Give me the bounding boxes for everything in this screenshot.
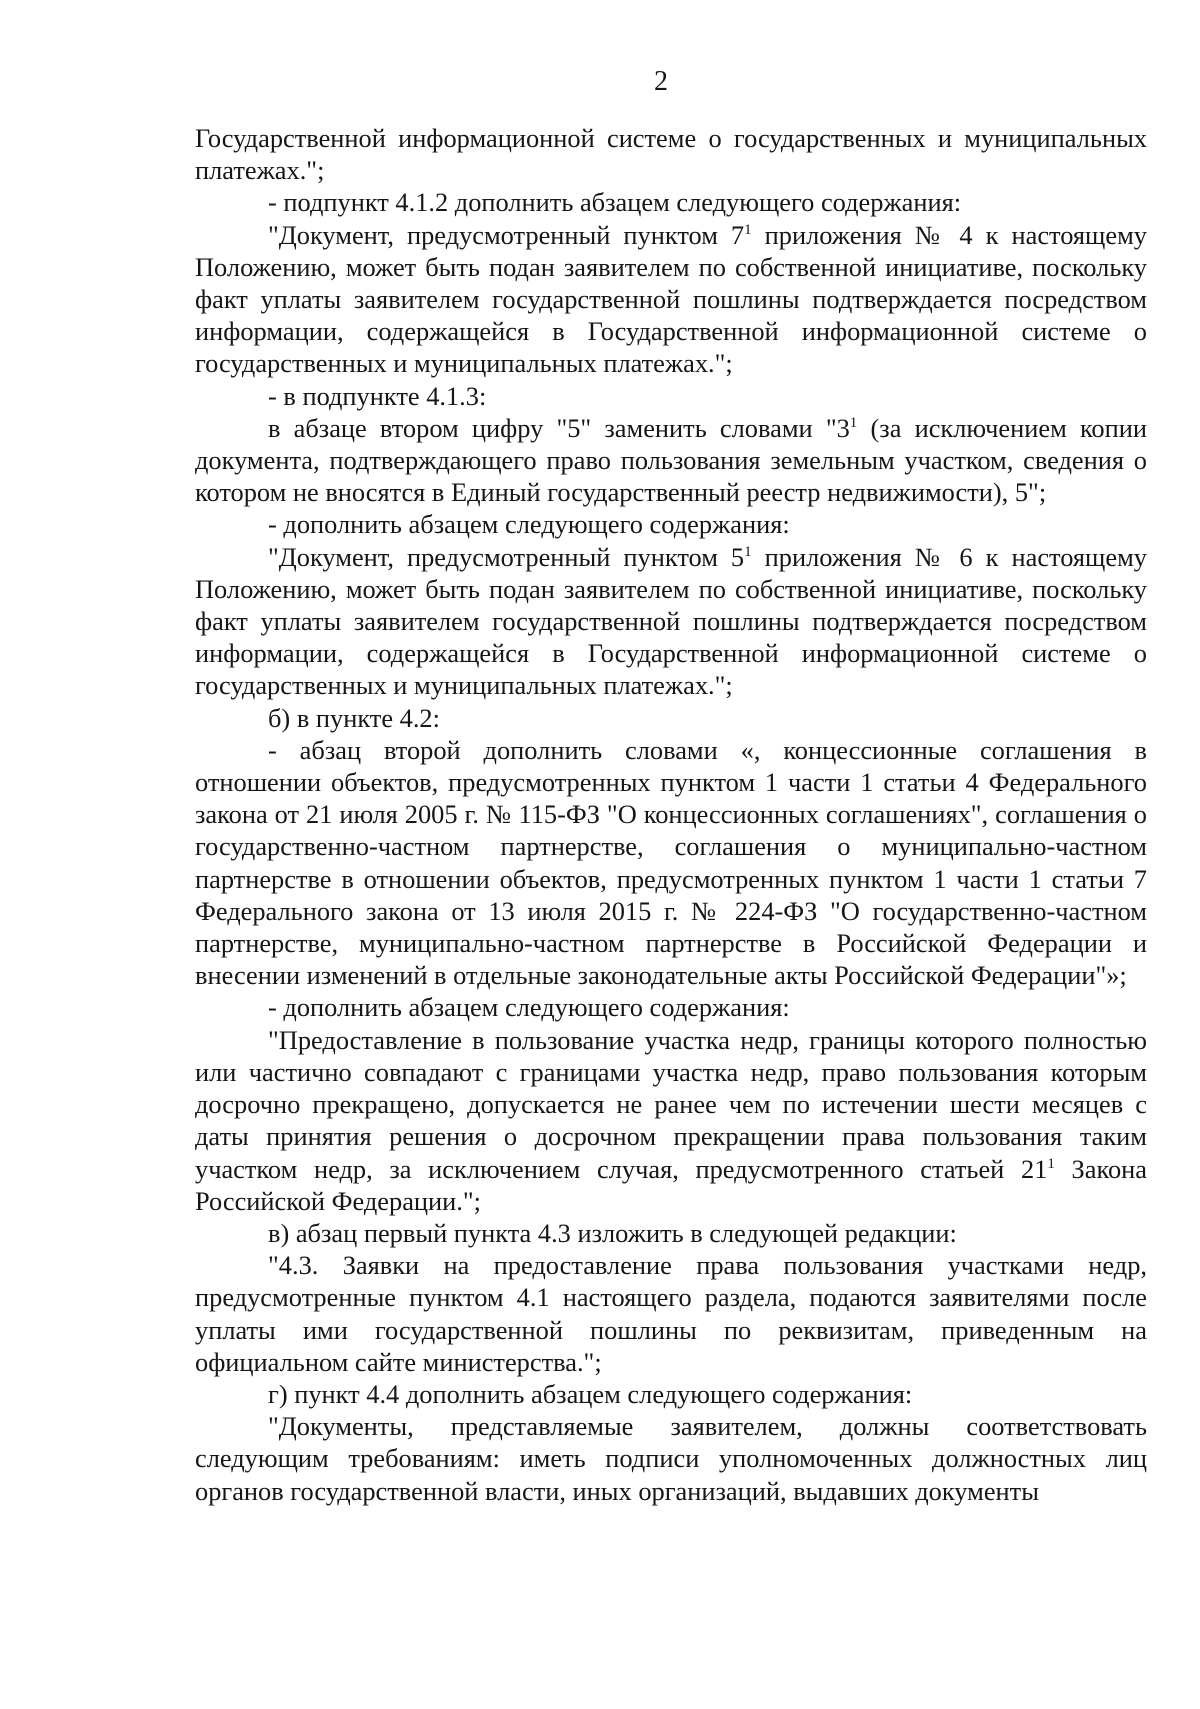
paragraph: - дополнить абзацем следующего содержания: [268,509,790,540]
paragraph: в) абзац первый пункта 4.3 изложить в следующей редакции: [268,1217,957,1248]
text-run: "Документ, предусмотренный пунктом 7 [268,219,745,250]
superscript: 1 [744,221,752,238]
text-run: Закона Российской Федерации."; [195,1153,1147,1216]
paragraph: б) в пункте 4.2: [268,702,440,733]
paragraph: "Документы, представляемые заявителем, должны соответствовать следующим требованиям: иметь подписи уполномоченных должностных лиц органов государственной власти, иных организаций, выдавших документы [195,1411,1147,1506]
document-body [195,122,1147,1507]
paragraph: г) пункт 4.4 дополнить абзацем следующего содержания: [268,1378,913,1409]
superscript: 1 [744,543,752,560]
text-run: (за исключением копии документа, подтверждающего право пользования земельным участком, сведения о котором не вносятся в Единый государственный реестр недвижимости), 5"; [195,412,1147,508]
text-run: в абзаце втором цифру "5" заменить словами "3 [268,412,850,443]
paragraph: - в подпункте 4.1.3: [268,380,487,411]
paragraph [195,412,1147,509]
paragraph [195,541,1147,702]
paragraph: - подпункт 4.1.2 дополнить абзацем следующего содержания: [268,187,962,218]
paragraph [195,1024,1147,1217]
text-run: приложения № 6 к настоящему Положению, может быть подан заявителем по собственной инициативе, поскольку факт уплаты заявителем государственной пошлины подтверждается посредством информации, содержащейся в Государственной информационной системе о государственных и муниципальных платежах."; [195,541,1147,701]
paragraph [195,219,1147,380]
paragraph: - абзац второй дополнить словами «, концессионные соглашения в отношении объектов, предусмотренных пунктом 1 части 1 статьи 4 Федерального закона от 21 июля 2005 г. № 115-ФЗ "О концессионных соглашениях", соглашения о государственно-частном партнерстве, соглашения о муниципально-частном партнерстве в отношении объектов, предусмотренных пунктом 1 части 1 статьи 7 Федерального закона от 13 июля 2015 г. № 224-ФЗ "О государственно-частном партнерстве, муниципально-частном партнерстве в Российской Федерации и внесении изменений в отдельные законодательные акты Российской Федерации"»; [195,734,1147,991]
text-run: "Документ, предусмотренный пунктом 5 [268,541,745,572]
paragraph: Государственной информационной системе о государственных и муниципальных платежах."; [195,123,1147,186]
text-run: приложения № 4 к настоящему Положению, может быть подан заявителем по собственной инициативе, поскольку факт уплаты заявителем государственной пошлины подтверждается посредством информации, содержащейся в Государственной информационной системе о государственных и муниципальных платежах."; [195,219,1147,379]
text-run: "Предоставление в пользование участка недр, границы которого полностью или частично совпадают с границами участка недр, право пользования которым досрочно прекращено, допускается не ранее чем по истечении шести месяцев с даты принятия решения о досрочном прекращении права пользования таким участком недр, за исключением случая, предусмотренного статьей 21 [195,1024,1147,1184]
page-number: 2 [654,66,668,97]
superscript: 1 [1047,1155,1055,1172]
superscript: 1 [849,415,858,432]
paragraph: - дополнить абзацем следующего содержания: [268,992,790,1023]
paragraph: "4.3. Заявки на предоставление права пользования участками недр, предусмотренные пунктом 4.1 настоящего раздела, подаются заявителями после уплаты ими государственной пошлины по реквизитам, приведенным на официальном сайте министерства."; [195,1250,1147,1377]
